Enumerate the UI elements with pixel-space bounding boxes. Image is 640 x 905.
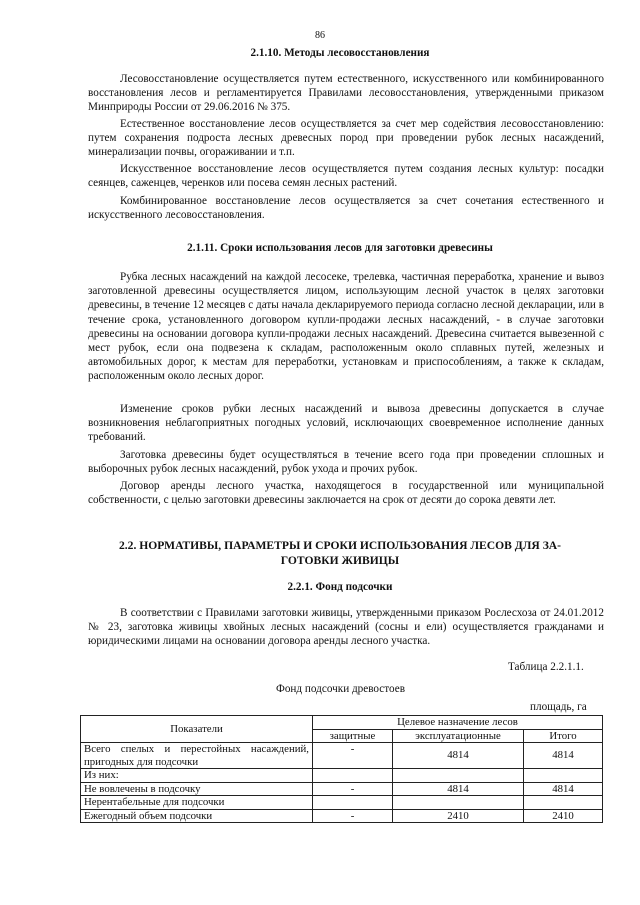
table-row xyxy=(81,809,603,823)
cell-total: 2410 xyxy=(524,809,603,823)
header-indicators: Показатели xyxy=(81,716,313,743)
header-protective: защитные xyxy=(313,729,393,743)
paragraph: В соответствии с Правилами заготовки живицы, утвержденными приказом Рослесхоза от 24.01.2012 № 23, заготовка живицы хвойных лесных насаждений (сосны и ели) осуществляется гражданами и юридическими лицами на основании договора аренды лесного участка. xyxy=(88,607,604,648)
row-label: Из них: xyxy=(81,769,313,783)
table-row xyxy=(81,743,603,769)
cell-protective xyxy=(313,769,393,783)
cell-protective: - xyxy=(313,782,393,796)
cell-total: 4814 xyxy=(524,782,603,796)
cell-protective xyxy=(313,796,393,810)
table-row xyxy=(81,796,603,810)
forest-tapping-table xyxy=(80,715,603,823)
cell-exploitation: 4814 xyxy=(393,743,524,769)
heading-2-2-1: 2.2.1. Фонд подсочки xyxy=(287,581,393,593)
row-label: Ежегодный объем подсочки xyxy=(81,809,313,823)
header-group: Целевое назначение лесов xyxy=(313,716,603,730)
paragraph: Рубка лесных насаждений на каждой лесосеке, трелевка, частичная переработка, хранение и вывоз заготовленной древесины осуществляется лицом, использующим лесной участок в целях заготовки древесины, в течение 12 месяцев с даты начала декларируемого периода согласно лесной декларации, или в течение срока, установленного договором купли-продажи лесных насаждений, - в случае заготовки древесины на основании договора купли-продажи лесных насаждений. Древесина считается вывезенной с мест рубок, если она подвезена к складам, расположенным около сплавных путей, железных и автомобильных дорог, к местам для переработки, установкам и приспособлениям, а также к складам, расположенным около лесных дорог. xyxy=(88,271,604,383)
cell-total xyxy=(524,769,603,783)
cell-exploitation: 2410 xyxy=(393,809,524,823)
paragraph: Договор аренды лесного участка, находящегося в государственной или муниципальной собственности, с целью заготовки древесины заключается на срок от десяти до сорока девяти лет. xyxy=(88,480,604,507)
page-number: 86 xyxy=(315,30,325,41)
cell-protective: - xyxy=(313,743,393,769)
heading-2-2-line1: 2.2. НОРМАТИВЫ, ПАРАМЕТРЫ И СРОКИ ИСПОЛЬЗОВАНИЯ ЛЕСОВ ДЛЯ ЗА- xyxy=(118,539,562,552)
cell-exploitation xyxy=(393,796,524,810)
heading-2-2 xyxy=(80,539,600,568)
cell-total: 4814 xyxy=(524,743,603,769)
table-title: Фонд подсочки древостоев xyxy=(276,683,405,695)
row-label: Не вовлечены в подсочку xyxy=(81,782,313,796)
table-row xyxy=(81,782,603,796)
table-unit: площадь, га xyxy=(530,701,587,713)
heading-2-1-10: 2.1.10. Методы лесовосстановления xyxy=(250,47,430,59)
paragraph: Искусственное восстановление лесов осуществляется путем создания лесных культур: посадки сеянцев, саженцев, черенков или посева семян лесных растений. xyxy=(88,163,604,190)
table-label: Таблица 2.2.1.1. xyxy=(508,661,584,673)
header-total: Итого xyxy=(524,729,603,743)
paragraph: Изменение сроков рубки лесных насаждений и вывоза древесины допускается в случае возникновения неблагоприятных погодных условий, исключающих своевременное исполнение данных требований. xyxy=(88,403,604,444)
row-label: Нерентабельные для подсочки xyxy=(81,796,313,810)
cell-total xyxy=(524,796,603,810)
cell-exploitation: 4814 xyxy=(393,782,524,796)
paragraph: Лесовосстановление осуществляется путем естественного, искусственного или комбинированного восстановления лесов и регламентируется Правилами лесовосстановления, утвержденными приказом Минприроды России от 29.06.2016 № 375. xyxy=(88,73,604,114)
heading-2-1-11: 2.1.11. Сроки использования лесов для заготовки древесины xyxy=(187,242,493,254)
cell-exploitation xyxy=(393,769,524,783)
cell-protective: - xyxy=(313,809,393,823)
heading-2-2-line2: ГОТОВКИ ЖИВИЦЫ xyxy=(280,553,400,567)
row-label: Всего спелых и перестойных насаждений, пригодных для подсочки xyxy=(81,743,313,769)
paragraph: Естественное восстановление лесов осуществляется за счет мер содействия лесовосстановлению: путем сохранения подроста лесных древесных пород при проведении рубок лесных насаждений, минерализации почвы, огораживании и т.п. xyxy=(88,118,604,159)
paragraph: Комбинированное восстановление лесов осуществляется за счет сочетания естественного и искусственного лесовосстановления. xyxy=(88,195,604,222)
header-exploitation: эксплуатационные xyxy=(393,729,524,743)
table-header-row xyxy=(81,716,603,730)
table-row xyxy=(81,769,603,783)
paragraph: Заготовка древесины будет осуществляться в течение всего года при проведении сплошных и выборочных рубок лесных насаждений, рубок ухода и прочих рубок. xyxy=(88,449,604,476)
